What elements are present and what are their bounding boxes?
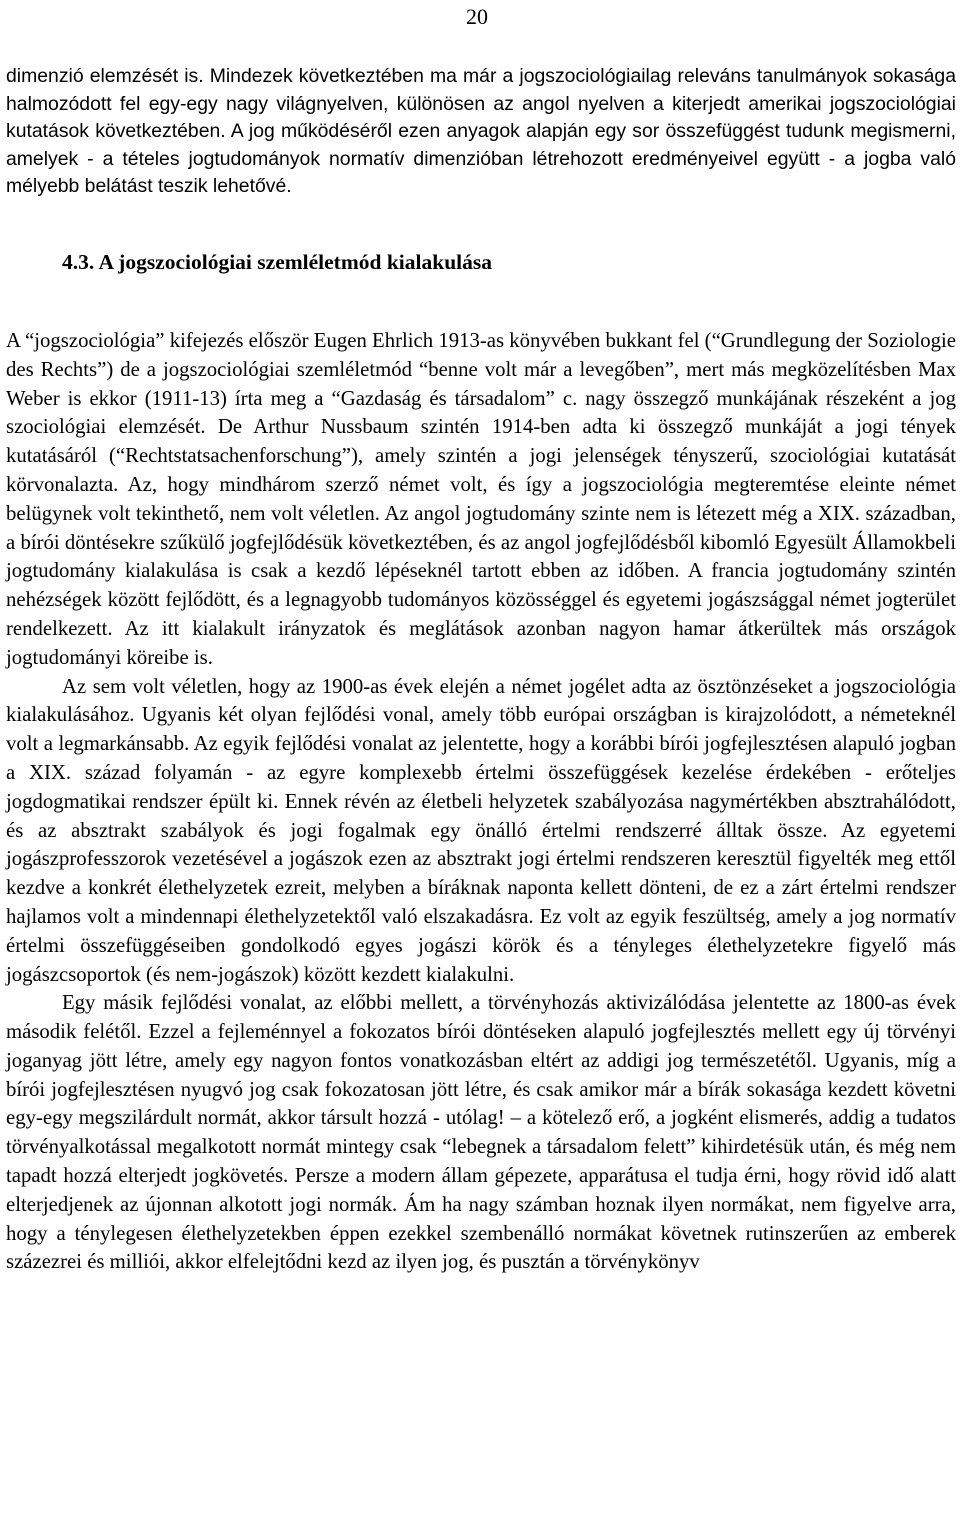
page-number: 20 bbox=[466, 4, 488, 29]
page-content bbox=[6, 63, 956, 1277]
body-paragraph: Az sem volt véletlen, hogy az 1900-as évek elején a német jogélet adta az ösztönzéseket a jogszociológia kialakulásához. Ugyanis két olyan fejlődési vonal, amely több európai országban is kirajzolódott, a németeknél volt a legmarkánsabb. Az egyik fejlődési vonalat az jelentette, hogy a korábbi bírói jogfejlesztésen alapuló jogban a XIX. század folyamán - az egyre komplexebb értelmi összefüggések kezelése érdekében - erőteljes jogdogmatikai rendszer épült ki. Ennek révén az életbeli helyzetek szabályozása nagymértékben absztrahálódott, és az absztrakt szabályok és jogi fogalmak egy önálló értelmi rendszerré álltak össze. Az egyetemi jogászprofesszorok vezetésével a jogászok ezen az absztrakt jogi értelmi rendszeren keresztül figyelték meg ettől kezdve a konkrét élethelyzetek ezreit, melyben a bíráknak naponta kellett dönteni, de ez a zárt értelmi rendszer hajlamos volt a mindennapi élethelyzetektől való elszakadásra. Ez volt az egyik feszültség, amely a jog normatív értelmi összefüggéseiben gondolkodó egyes jogászi körök és a tényleges élethelyzetekre figyelő más jogászcsoportok (és nem-jogászok) között kezdett kialakulni. bbox=[6, 675, 956, 986]
section-heading: 4.3. A jogszociológiai szemléletmód kialakulása bbox=[62, 249, 492, 274]
body-paragraph: Egy másik fejlődési vonalat, az előbbi mellett, a törvényhozás aktivizálódása jelentette az 1800-as évek második felétől. Ezzel a fejleménnyel a fokozatos bírói döntéseken alapuló jogfejlesztés mellett egy új törvényi joganyag jött létre, amely egy nagyon fontos vonatkozásban eltért az addigi jog természetétől. Ugyanis, míg a bírói jogfejlesztésen nyugvó jog csak fokozatosan jött létre, és csak amikor már a bírák sokasága kezdett követni egy-egy megszilárdult normát, akkor társult hozzá - utólag! – a kötelező erő, a jogként elismerés, addig a tudatos törvényalkotással megalkotott normát mintegy csak “lebegnek a társadalom felett” kihirdetésük után, és még nem tapadt hozzá elterjedt jogkövetés. Persze a modern állam gépezete, apparátusa el tudja érni, hogy rövid idő alatt elterjedjenek az újonnan alkotott jogi normák. Ám ha nagy számban hoznak ilyen normákat, nem figyelve arra, hogy a ténylegesen élethelyzetekben éppen ezekkel szembenálló normákat követnek rutinszerűen az emberek százezrei és milliói, akkor elfelejtődni kezd az ilyen jog, és pusztán a törvénykönyv bbox=[6, 992, 956, 1274]
section-body bbox=[6, 327, 956, 1277]
intro-paragraph: dimenzió elemzését is. Mindezek következtében ma már a jogszociológiailag releváns tanulmányok sokasága halmozódott fel egy-egy nagy világnyelven, különösen az angol nyelven a kiterjedt amerikai jogszociológiai kutatások következtében. A jog működéséről ezen anyagok alapján egy sor összefüggést tudunk megismerni, amelyek - a tételes jogtudományok normatív dimenzióban létrehozott eredményeivel együtt - a jogba való mélyebb belátást teszik lehetővé. bbox=[6, 65, 956, 198]
body-paragraph: A “jogszociológia” kifejezés először Eugen Ehrlich 1913-as könyvében bukkant fel (“Grundlegung der Soziologie des Rechts”) de a jogszociológiai szemléletmód “benne volt már a levegőben”, mert más megközelítésben Max Weber is ekkor (1911-13) írta meg a “Gazdaság és társadalom” c. nagy összegző munkájának részeként a jog szociológiai elemzését. De Arthur Nussbaum szintén 1914-ben adta ki összegző munkáját a jogi tények kutatásáról (“Rechtstatsachenforschung”), amely szintén a jogi jelenségek tényszerű, szociológiai kutatását körvonalazta. Az, hogy mindhárom szerző német volt, és így a jogszociológia megteremtése eleinte német belügynek volt tekinthető, nem volt véletlen. Az angol jogtudomány szinte nem is létezett még a XIX. században, a bírói döntésekre szűkülő jogfejlődésük következtében, és az angol jogfejlődésből kibomló Egyesült Államokbeli jogtudomány kialakulása is csak a kezdő lépéseknél tartott ebben az időben. A francia jogtudomány szintén nehézségek között fejlődött, és a legnagyobb tudományos közösséggel és egyetemi jogászsággal német jogterület rendelkezett. Az itt kialakult irányzatok és meglátások azonban nagyon hamar átkerültek más országok jogtudományi köreibe is. bbox=[6, 329, 956, 669]
